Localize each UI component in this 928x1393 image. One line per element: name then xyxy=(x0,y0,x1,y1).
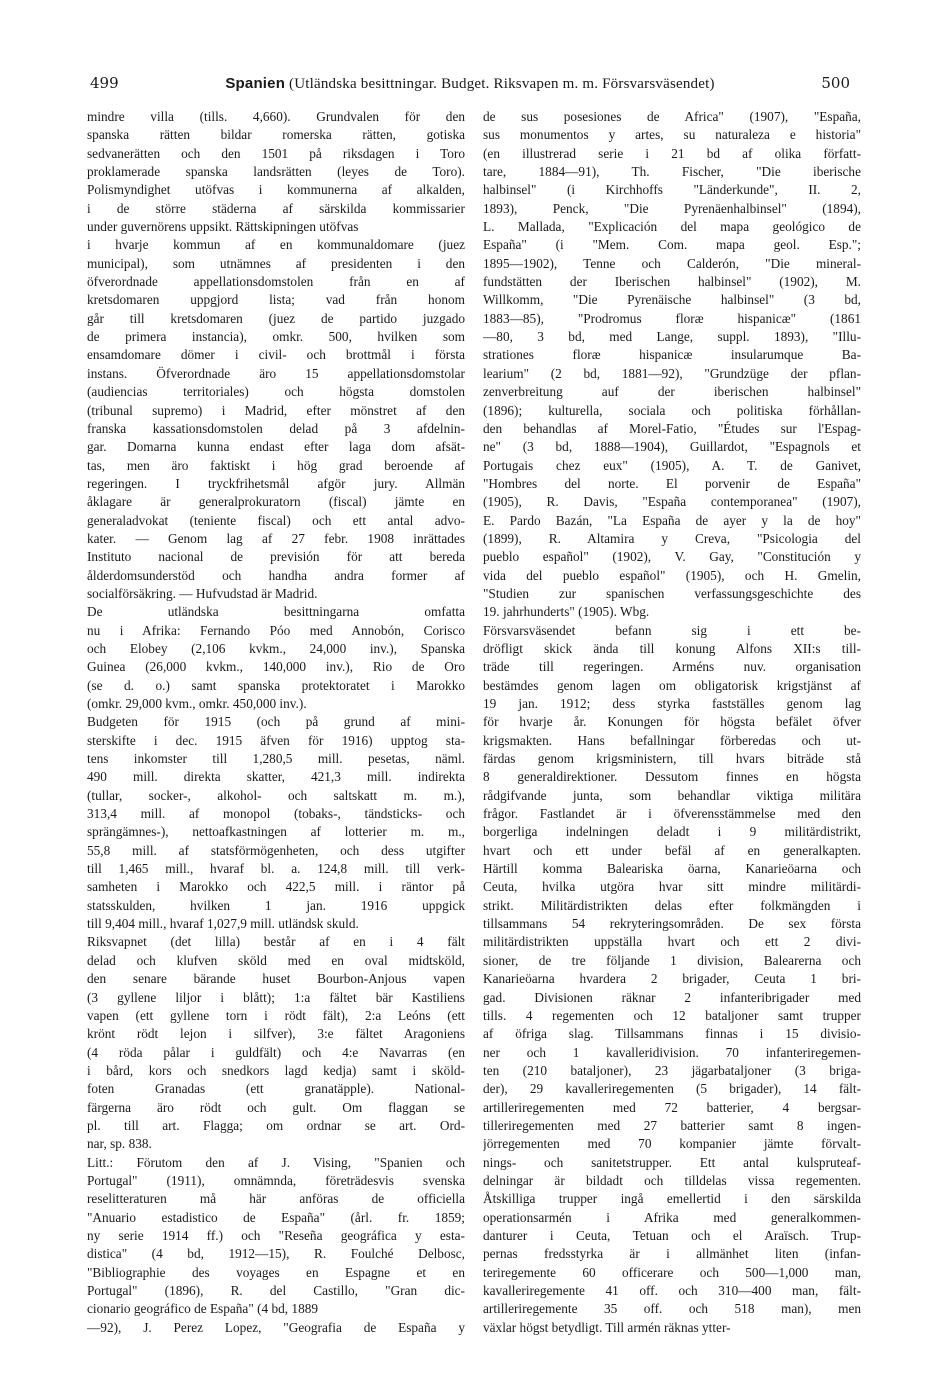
page-number-right: 500 xyxy=(821,74,850,92)
text-line: växlar högst betydligt. Till armén räknas ytter- xyxy=(483,1319,731,1335)
text-line: der), 29 kavalleriregementen (5 brigader), 14 fält- xyxy=(483,1081,861,1097)
text-line: för hvarje år. Konungen för högsta befälet öfver xyxy=(483,714,861,730)
text-line: spanska rätten bildar romerska rätten, gotiska xyxy=(87,127,465,143)
text-line: —80, 3 bd, med Lange, suppl. 1893), "Illu- xyxy=(483,329,861,345)
text-line: färdas genom krigsministern, till hvars biträde stå xyxy=(483,751,861,767)
text-line: sprängämnes-), nettoafkastningen af lotterier m. m., xyxy=(87,824,465,840)
running-title xyxy=(225,75,714,93)
text-line: pernas fredsstyrka är i allmänhet liten (infan- xyxy=(483,1246,861,1262)
text-line: generaladvokat (teniente fiscal) och ett antal advo- xyxy=(87,512,465,528)
text-line: regeringen. I tryckfrihetsmål afgör jury. Allmän xyxy=(87,475,465,491)
text-line: i de större städerna af särskilda kommissarier xyxy=(87,200,465,216)
text-line: mindre villa (tills. 4,660). Grundvalen för den xyxy=(87,109,465,124)
running-title-rest: (Utländska besittningar. Budget. Riksvapen m. m. Försvarsväsendet) xyxy=(289,76,715,92)
text-line: färgerna äro rödt och gult. Om flaggan se xyxy=(87,1099,465,1115)
text-line: hvart och ett under befäl af en generalkapten. xyxy=(483,842,861,858)
text-line: Ceuta, hvilka utgöra hvar sitt mindre militärdi- xyxy=(483,879,861,895)
text-line: (1899), R. Altamira y Creva, "Psicologia del xyxy=(483,530,861,546)
text-line: åklagare är generalprokuratorn (fiscal) jämte en xyxy=(87,494,465,510)
page-number-left: 499 xyxy=(90,74,119,92)
text-line: L. Mallada, "Explicación del mapa geológico de xyxy=(483,219,861,235)
text-line: (audiencias territoriales) och högsta domstolen xyxy=(87,384,465,400)
text-line: nu i Afrika: Fernando Póo med Annobón, Corisco xyxy=(87,622,465,638)
text-line: municipal), som utnämnes af presidenten i den xyxy=(87,255,465,271)
text-line: tens inkomster till 1,280,5 mill. pesetas, näml. xyxy=(87,751,465,767)
text-line: strikt. Militärdistrikten delas efter folkmängden i xyxy=(483,897,861,913)
text-line: —92), J. Perez Lopez, "Geografia de España y xyxy=(87,1319,465,1335)
text-line: tills. 4 regementen och 12 bataljoner samt trupper xyxy=(483,1007,861,1023)
text-line: vapen (ett gyllene torn i rödt fält), 2:a Leóns (ett xyxy=(87,1007,465,1023)
text-line: tilleriregementen med 27 batterier samt 8 ingen- xyxy=(483,1117,861,1133)
text-line: sioner, de tre följande 1 division, Balearerna och xyxy=(483,952,861,968)
text-line: vida del pueblo español" (1905), och H. Gmelin, xyxy=(483,567,861,583)
text-line: halbinsel" (i Kirchhoffs "Länderkunde", II. 2, xyxy=(483,182,861,198)
text-line: i hvarje kommun af en kommunaldomare (juez xyxy=(87,237,465,253)
text-line: España" (i "Mem. Com. mapa geol. Esp."; xyxy=(483,237,861,253)
text-line: proklamerade spanska landsrätten (leyes de Toro). xyxy=(87,164,465,180)
text-line: 313,4 mill. af monopol (tobaks-, tändsticks- och xyxy=(87,806,465,822)
text-line: militärdistrikten uppställa hvart och ett 2 divi- xyxy=(483,934,861,950)
text-line: (se d. o.) samt spanska protektoratet i Marokko xyxy=(87,677,465,693)
text-line: tillsammans 54 rekryteringsområden. De sex första xyxy=(483,916,861,932)
text-line: i bård, kors och snedkors lagd kedja) samt i sköld- xyxy=(87,1062,465,1078)
text-line: fundstätten der Iberischen halbinsel" (1902), M. xyxy=(483,274,861,290)
text-line: ne" (3 bd, 1888—1904), Guillardot, "Espagnols et xyxy=(483,439,861,455)
text-line: bestämdes genom lagen om obligatorisk krigstjänst af xyxy=(483,677,861,693)
text-line: "Studien zur spanischen verfassungsgeschichte des xyxy=(483,585,861,601)
text-line: Kanarieöarna hvardera 2 brigader, Ceuta 1 bri- xyxy=(483,971,861,987)
text-line: Budgeten för 1915 (och på grund af mini- xyxy=(87,714,465,730)
text-line: instans. Öfverordnade äro 15 appellationsdomstolar xyxy=(87,365,465,381)
text-line: Polismyndighet utöfvas i kommunerna af alkalden, xyxy=(87,182,465,198)
text-line: under guvernörens uppsikt. Rättskipningen utöfvas xyxy=(87,219,359,235)
text-line: "Hombres del norte. El porvenir de España" xyxy=(483,475,861,491)
text-line: 490 mill. direkta skatter, 421,3 mill. indirekta xyxy=(87,769,465,785)
text-line: gar. Domarna kunna endast efter laga dom afsät- xyxy=(87,439,465,455)
text-line: (en illustrerad serie i 21 bd af olika författ- xyxy=(483,145,861,161)
text-line: 55,8 mill. af statsförmögenheten, och dess utgifter xyxy=(87,842,465,858)
text-line: Härtill komma Baleariska öarna, Kanarieöarna och xyxy=(483,861,861,877)
text-line: artilleriregementen med 72 batterier, 4 bergsar- xyxy=(483,1099,861,1115)
text-line: Guinea (26,000 kvkm., 140,000 inv.), Rio de Oro xyxy=(87,659,465,675)
text-line: statsskulden, hvilken 1 jan. 1916 uppgick xyxy=(87,897,465,913)
text-line: jörregementen med 70 kompanier jämte förvalt- xyxy=(483,1136,861,1152)
text-line: strationes floræ hispanicæ insularumque Ba- xyxy=(483,347,861,363)
text-line: learium" (2 bd, 1881—92), "Grundzüge der pflan- xyxy=(483,365,861,381)
text-line: ten (210 bataljoner), 23 jägarbataljoner (3 briga- xyxy=(483,1062,861,1078)
text-line: kater. — Genom lag af 27 febr. 1908 inrättades xyxy=(87,530,465,546)
text-line: Portugal" (1911), omnämnda, företrädesvis svenska xyxy=(87,1172,465,1188)
text-line: (1896); kulturella, sociala och politiska förhållan- xyxy=(483,402,861,418)
text-line: rådgifvande junta, som behandlar viktiga militära xyxy=(483,787,861,803)
text-line: ny serie 1914 ff.) och "Reseña geográfica y esta- xyxy=(87,1227,465,1243)
text-line: (omkr. 29,000 kvm., omkr. 450,000 inv.). xyxy=(87,696,307,711)
text-line: 19 jan. 1912; dess styrka fastställes genom lag xyxy=(483,696,861,711)
text-line: 8 generaldirektioner. Dessutom finnes en högsta xyxy=(483,769,861,785)
text-line: öfverordnade appellationsdomstolen från en af xyxy=(87,274,465,290)
text-line: teriregemente 60 officerare och 500—1,000 man, xyxy=(483,1264,861,1280)
text-line: pueblo español" (1902), V. Gay, "Constitución y xyxy=(483,549,861,565)
text-line: operationsarmén i Afrika med generalkommen- xyxy=(483,1209,861,1225)
text-line: Instituto nacional de previsión för att bereda xyxy=(87,549,465,565)
text-line: Litt.: Förutom den af J. Vising, "Spanien och xyxy=(87,1154,465,1170)
text-line: dröfligt skick ända till konung Alfons XII:s till- xyxy=(483,640,861,656)
text-line: E. Pardo Bazán, "La España de ayer y la de hoy" xyxy=(483,512,861,528)
text-line: nar, sp. 838. xyxy=(87,1136,152,1152)
text-line: till 1,465 mill., hvaraf bl. a. 124,8 mill. till verk- xyxy=(87,861,465,877)
left-column xyxy=(87,108,465,1337)
text-line: De utländska besittningarna omfatta xyxy=(87,604,465,620)
text-line: de sus posesiones de Africa" (1907), "España, xyxy=(483,109,861,124)
text-line: (4 röda pålar i guldfält) och 4:e Navarras (en xyxy=(87,1044,465,1060)
text-line: 1895—1902), Tenne och Calderón, "Die mineral- xyxy=(483,255,861,271)
text-line: "Anuario estadistico de España" (årl. fr. 1859; xyxy=(87,1209,465,1225)
text-line: "Bibliographie des voyages en Espagne et en xyxy=(87,1264,465,1280)
text-line: (tullar, socker-, alkohol- och saltskatt m. m.), xyxy=(87,787,465,803)
text-line: (3 gyllene liljor i blått); 1:a fältet bär Kastiliens xyxy=(87,989,465,1005)
text-line: de primera instancia), omkr. 500, hvilken som xyxy=(87,329,465,345)
text-line: krigsmakten. Hans befallningar förberedas och ut- xyxy=(483,732,861,748)
text-line: den senare bärande huset Bourbon-Anjous vapen xyxy=(87,971,465,987)
text-line: sedvanerätten och den 1501 på riksdagen i Toro xyxy=(87,145,465,161)
text-line: franska kassationsdomstolen delad på 3 afdelnin- xyxy=(87,420,465,436)
text-line: nings- och sanitetstrupper. Ett antal kulspruteaf- xyxy=(483,1154,861,1170)
text-line: Försvarsväsendet befann sig i ett be- xyxy=(483,622,861,638)
text-line: samheten i Marokko och 422,5 mill. i räntor på xyxy=(87,879,465,895)
text-line: frågor. Fastlandet är i öfverensstämmelse med den xyxy=(483,806,861,822)
text-line: och Elobey (2,106 kvkm., 24,000 inv.), Spanska xyxy=(87,640,465,656)
text-line: krönt rödt lejon i silfver), 3:e fältet Aragoniens xyxy=(87,1026,465,1042)
text-line: (tribunal supremo) i Madrid, efter mönstret af den xyxy=(87,402,465,418)
text-line: Portugal" (1896), R. del Castillo, "Gran dic- xyxy=(87,1283,465,1298)
page-header xyxy=(90,74,850,98)
text-line: träde till regeringen. Arméns nuv. organisation xyxy=(483,659,861,675)
text-line: 1883—85), "Prodromus floræ hispanicæ" (1861 xyxy=(483,310,861,326)
text-line: 19. jahrhunderts" (1905). Wbg. xyxy=(483,604,650,620)
text-line: Willkomm, "Die Pyrenäische halbinsel" (3 bd, xyxy=(483,292,861,308)
text-line: sterskifte i dec. 1915 äfven för 1916) upptog sta- xyxy=(87,732,465,748)
text-line: kretsdomaren uppgjord lista; vad från honom xyxy=(87,292,465,308)
text-line: borgerliga indelningen deladt i 9 militärdistrikt, xyxy=(483,824,861,840)
text-line: foten Granadas (ett granatäpple). National- xyxy=(87,1081,465,1097)
text-line: kavalleriregemente 41 off. och 310—400 man, fält- xyxy=(483,1283,861,1298)
text-line: ålderdomsunderstöd och handha andra former af xyxy=(87,567,465,583)
text-line: den behandlas af Morel-Fatio, "Études sur l'Espag- xyxy=(483,420,861,436)
running-title-bold: Spanien xyxy=(225,75,286,92)
text-line: pl. till art. Flagga; om ordnar se art. Ord- xyxy=(87,1117,465,1133)
text-line: Åtskilliga trupper ingå emellertid i den särskilda xyxy=(483,1191,861,1207)
text-line: 1893), Penck, "Die Pyrenäenhalbinsel" (1894), xyxy=(483,200,861,216)
text-line: Riksvapnet (det lilla) består af en i 4 fält xyxy=(87,934,465,950)
text-line: sus monumentos y artes, su naturaleza e historia" xyxy=(483,127,861,143)
text-line: tare, 1884—91), Th. Fischer, "Die iberische xyxy=(483,164,861,180)
text-line: artilleriregemente 35 off. och 518 man), men xyxy=(483,1301,861,1317)
text-line: distica" (4 bd, 1912—15), R. Foulché Delbosc, xyxy=(87,1246,465,1262)
text-line: socialförsäkring. — Hufvudstad är Madrid. xyxy=(87,585,318,601)
text-line: ner och 1 kavalleridivision. 70 infanteriregemen- xyxy=(483,1044,861,1060)
text-line: delad och klufven sköld med en oval midtsköld, xyxy=(87,952,465,968)
text-line: delningar är bildadt och tilldelas vissa regementen. xyxy=(483,1172,861,1188)
text-line: reselitteraturen må här anföras de officiella xyxy=(87,1191,465,1207)
text-line: af öfriga slag. Tillsammans finnas i 15 divisio- xyxy=(483,1026,861,1042)
text-line: till 9,404 mill., hvaraf 1,027,9 mill. utländsk skuld. xyxy=(87,916,359,932)
text-line: Portugais chez eux" (1905), A. T. de Ganivet, xyxy=(483,457,861,473)
text-line: cionario geográfico de España" (4 bd, 1889 xyxy=(87,1301,319,1317)
text-line: danturer i Ceuta, Tetuan och el Araïsch. Trup- xyxy=(483,1227,861,1243)
text-line: zenverbreitung auf der iberischen halbinsel" xyxy=(483,384,861,400)
right-column xyxy=(483,108,861,1337)
text-line: (1905), R. Davis, "España contemporanea" (1907), xyxy=(483,494,861,510)
text-line: ensamdomare dömer i civil- och brottmål i första xyxy=(87,347,465,363)
text-line: går till kretsdomaren (juez de partido juzgado xyxy=(87,310,465,326)
text-line: tas, men äro faktiskt i hög grad beroende af xyxy=(87,457,465,473)
text-line: gad. Divisionen räknar 2 infanteribrigader med xyxy=(483,989,861,1005)
